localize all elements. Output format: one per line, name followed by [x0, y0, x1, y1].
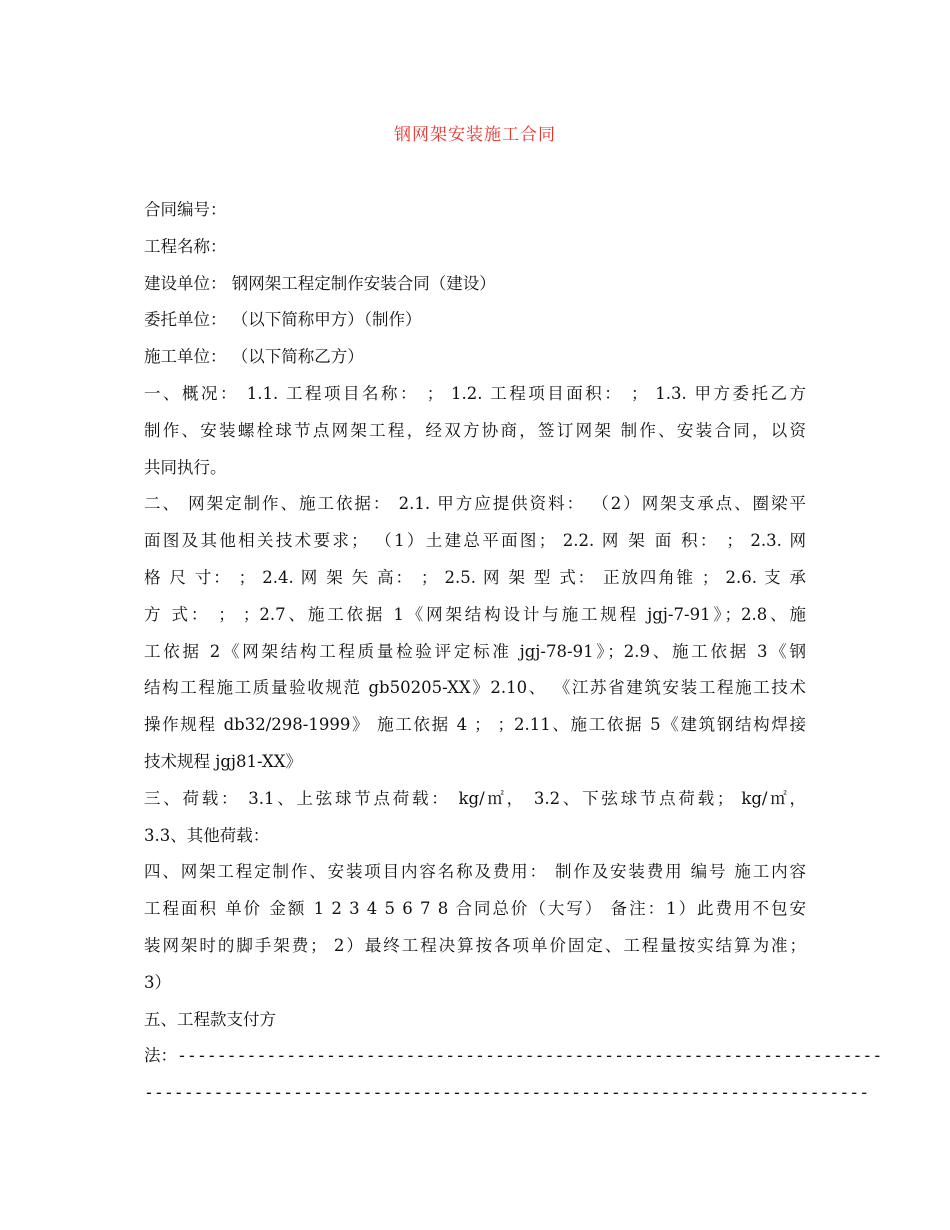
section-1-line-3: 共同执行。 [144, 457, 227, 477]
section-4-line-4: 3） [144, 972, 171, 992]
contractor-unit-line: 施工单位： （以下简称乙方） [144, 347, 364, 367]
section-2-line-2: 面图及其他相关技术要求； （1）土建总平面图； 2.2. 网 架 面 积： ； 2.3. 网 [144, 531, 806, 551]
entrusting-unit-line: 委托单位： （以下简称甲方）（制作） [144, 310, 422, 330]
section-2-line-5: 工依据 2《网架结构工程质量检验评定标准 jgj-78-91》；2.9、施工依据 3《钢 [144, 641, 806, 661]
section-4-line-2: 工程面积 单价 金额 1 2 3 4 5 6 7 8 合同总价（大写） 备注：1）此费用不包安 [144, 899, 806, 919]
section-4-line-1: 四、网架工程定制作、安装项目内容名称及费用： 制作及安装费用 编号 施工内容 [144, 862, 806, 882]
section-5-line-1: 五、工程款支付方 [144, 1009, 276, 1029]
section-1-line-1: 一、概况： 1.1. 工程项目名称： ； 1.2. 工程项目面积： ； 1.3. 甲方委托乙方 [144, 383, 806, 403]
section-2-line-3: 格 尺 寸： ； 2.4. 网 架 矢 高： ； 2.5. 网 架 型 式： 正放四角锥 ； 2.6. 支 承 [144, 567, 806, 587]
section-4-line-3: 装网架时的脚手架费； 2）最终工程决算按各项单价固定、工程量按实结算为准； [144, 935, 806, 955]
contract-number-line: 合同编号： [144, 200, 227, 219]
section-2-line-7: 操作规程 db32/298-1999》 施工依据 4 ； ；2.11、施工依据 5《建筑钢结构焊接 [144, 715, 806, 735]
section-5-line-2: 法：----------------------------------------------------------------------- [144, 1046, 883, 1066]
section-2-line-1: 二、 网架定制作、施工依据： 2.1. 甲方应提供资料： （2）网架支承点、圈梁平 [144, 494, 806, 514]
section-3-line-1: 三、荷载： 3.1、上弦球节点荷载： kg/㎡， 3.2、下弦球节点荷载； kg/㎡， [144, 788, 806, 808]
document-title: 钢网架安装施工合同 [394, 125, 556, 145]
project-name-line: 工程名称： [144, 236, 227, 256]
section-5-line-3: ------------------------------------------------------------------------- [144, 1083, 870, 1103]
section-3-line-2: 3.3、其他荷载： [144, 825, 270, 845]
section-2-line-8: 技术规程 jgj81-XX》 [144, 751, 303, 771]
section-2-line-4: 方 式： ； ；2.7、施工依据 1《网架结构设计与施工规程 jgj-7-91》；2.8、施 [144, 604, 806, 624]
document-body [144, 192, 883, 1112]
construction-unit-line: 建设单位： 钢网架工程定制作安装合同（建设） [144, 273, 496, 293]
section-2-line-6: 结构工程施工质量验收规范 gb50205-XX》2.10、 《江苏省建筑安装工程施工技术 [144, 678, 806, 698]
section-1-line-2: 制作、安装螺栓球节点网架工程，经双方协商，签订网架 制作、安装合同，以资 [144, 420, 806, 440]
